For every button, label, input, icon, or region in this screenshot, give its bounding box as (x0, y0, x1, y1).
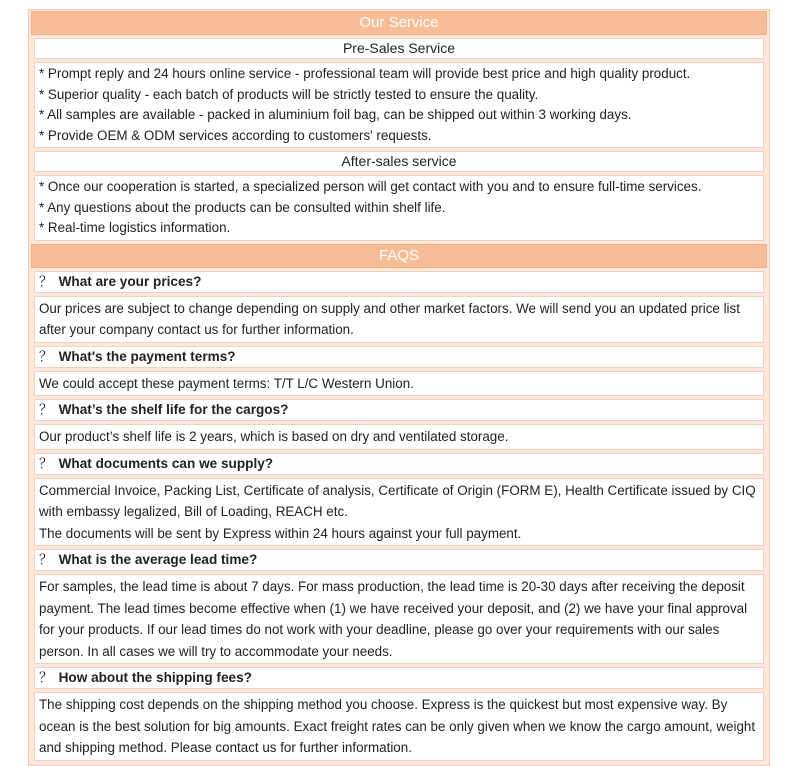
after-sales-list (34, 175, 764, 241)
question-mark-icon: ？ (39, 348, 53, 364)
pre-sales-list (34, 62, 764, 148)
faq-question (34, 346, 764, 368)
question-mark-icon: ？ (39, 455, 53, 471)
faq-question-text: What documents can we supply? (58, 455, 274, 471)
pre-sales-item: * All samples are available - packed in aluminium foil bag, can be shipped out within 3 working days. (39, 107, 632, 122)
faq-question (34, 549, 764, 571)
faq-answer: The shipping cost depends on the shipping method you choose. Express is the quickest but most expensive way. By ocean is the best solution for big amounts. Exact freight rates can be only given when we know the cargo amount, weight and shipping method. Please contact us for further information. (34, 692, 764, 761)
faq-question-text: What's the payment terms? (58, 348, 236, 364)
after-sales-item: * Once our cooperation is started, a specialized person will get contact with you and to ensure full-time services. (39, 179, 702, 194)
faq-question (34, 667, 764, 689)
question-mark-icon: ？ (39, 552, 53, 567)
question-mark-icon: ？ (39, 273, 53, 289)
faq-answer: For samples, the lead time is about 7 days. For mass production, the lead time is 20-30 days after receiving the deposit payment. The lead times become effective when (1) we have received your deposit, and (2) we have your final approval for your products. If our lead times do not work with your deadline, please go over your requirements with our sales person. In all cases we will try to accommodate your needs. (34, 574, 764, 664)
question-mark-icon: ？ (39, 670, 53, 685)
faqs-banner: FAQS (31, 244, 767, 268)
faq-question-text: What is the average lead time? (58, 552, 258, 567)
faq-answer: Our prices are subject to change depending on supply and other market factors. We will send you an updated price list after your company contact us for further information. (34, 296, 764, 343)
faq-question (34, 453, 764, 475)
pre-sales-item: * Provide OEM & ODM services according to customers' requests. (39, 127, 432, 143)
faq-answer: Commercial Invoice, Packing List, Certificate of analysis, Certificate of Origin (FORM E), Health Certificate issued by CIQ with embassy legalized, Bill of Loading, REACH etc. The documents will be sent by Express within 24 hours against your full payment. (34, 478, 764, 547)
pre-sales-item: * Prompt reply and 24 hours online service - professional team will provide best price and high quality product. (39, 66, 691, 81)
faq-question (34, 271, 764, 293)
pre-sales-heading: Pre-Sales Service (34, 38, 764, 59)
question-mark-icon: ？ (39, 402, 53, 417)
faq-question (34, 399, 764, 421)
faq-question-text: How about the shipping fees? (58, 670, 252, 685)
our-service-banner: Our Service (31, 11, 767, 35)
service-faq-table (28, 9, 770, 766)
pre-sales-item: * Superior quality - each batch of products will be strictly tested to ensure the quality. (39, 86, 539, 102)
faq-question-text: What’s the shelf life for the cargos? (58, 402, 289, 417)
faq-question-text: What are your prices? (58, 273, 202, 289)
faq-answer: We could accept these payment terms: T/T L/C Western Union. (34, 371, 764, 397)
after-sales-item: * Any questions about the products can be consulted within shelf life. (39, 199, 446, 215)
faq-answer: Our product’s shelf life is 2 years, which is based on dry and ventilated storage. (34, 424, 764, 450)
after-sales-item: * Real-time logistics information. (39, 220, 231, 235)
after-sales-heading: After-sales service (34, 151, 764, 172)
